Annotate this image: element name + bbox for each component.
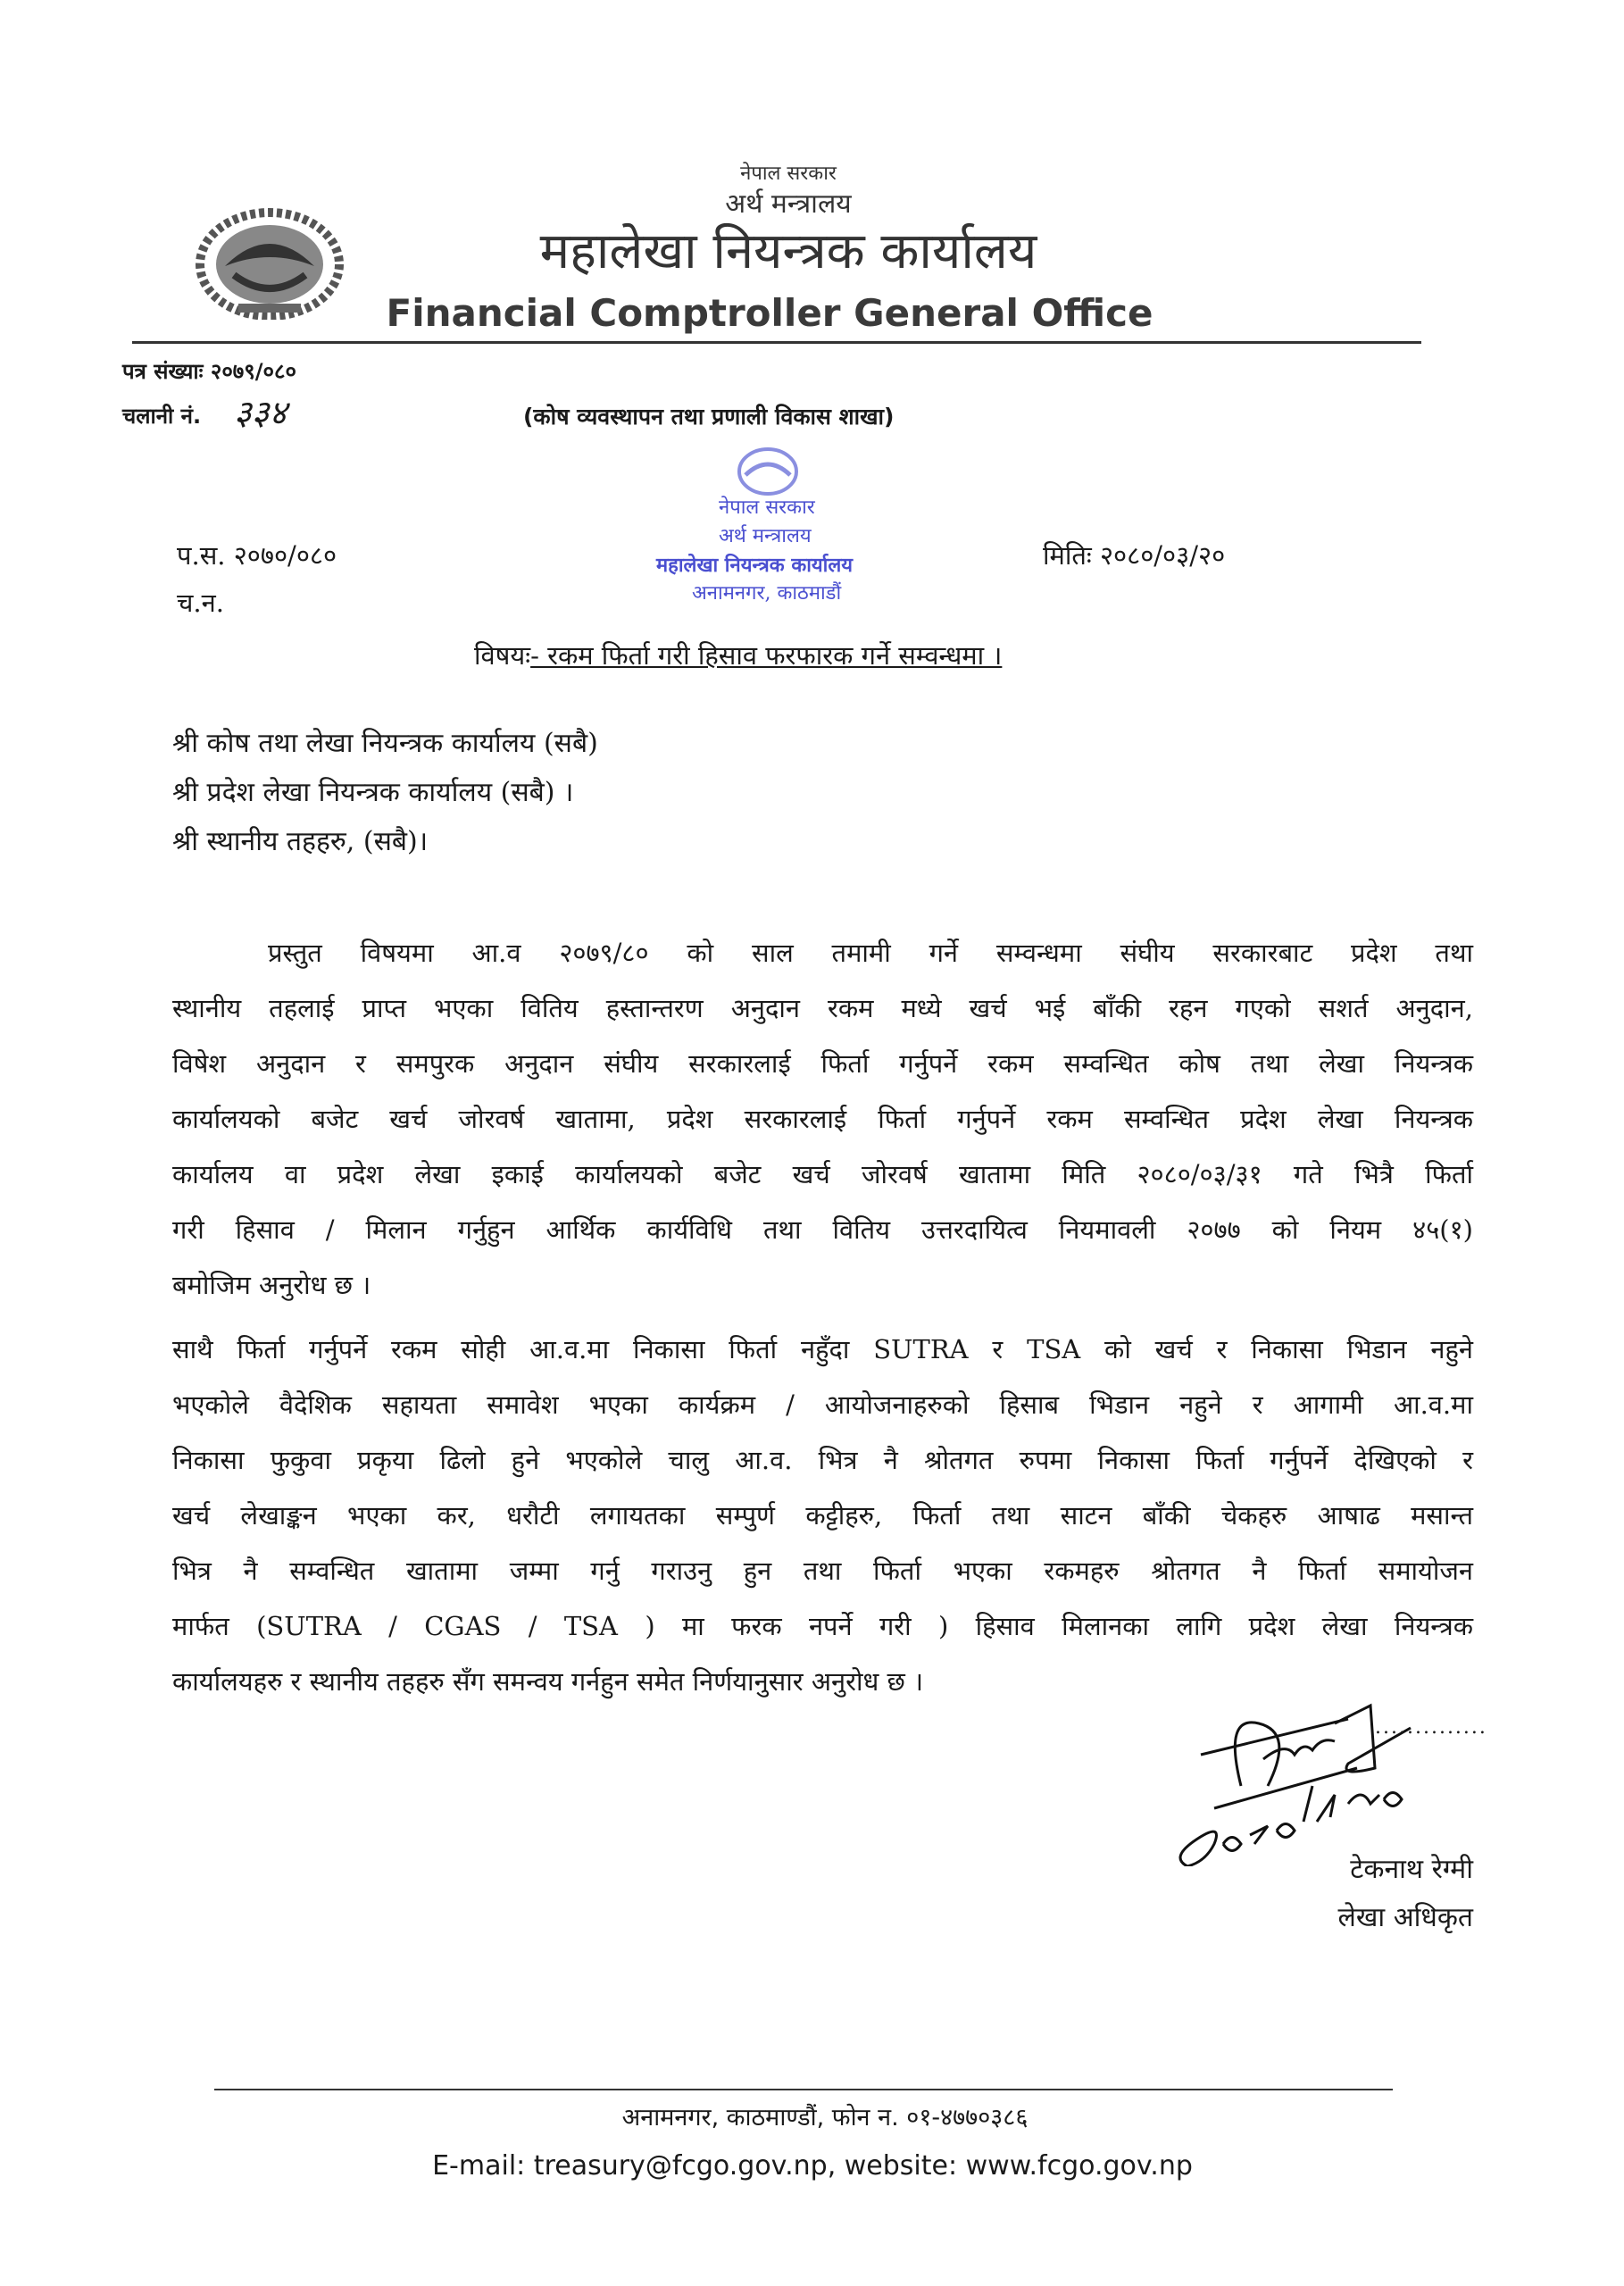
- addressee: श्री प्रदेश लेखा नियन्त्रक कार्यालय (सबै) ।: [172, 777, 574, 808]
- body-line: खर्च लेखाङ्कन भएका कर, धरौटी लगायतका सम्पुर्ण कट्टीहरु, फिर्ता तथा साटन बाँकी चेकहरु आषाढ मसान्त: [172, 1500, 1473, 1531]
- nepal-emblem-icon: [189, 204, 350, 320]
- signature-icon: [1161, 1688, 1455, 1866]
- ps-number: प.स. २०७०/०८०: [177, 540, 337, 571]
- body-line: स्थानीय तहलाई प्राप्त भएका वितिय हस्तान्तरण अनुदान रकम मध्ये खर्च भई बाँकी रहन गएको सशर्त अनुदान,: [172, 993, 1473, 1023]
- body-line: निकासा फुकुवा प्रकृया ढिलो हुने भएकोले चालु आ.व. भित्र नै श्रोतगत रुपमा निकासा फिर्ता गर्नुपर्ने देखिएको र: [172, 1445, 1473, 1475]
- ministry-name: अर्थ मन्त्रालय: [725, 188, 852, 220]
- stamp-text: महालेखा नियन्त्रक कार्यालय: [656, 554, 854, 577]
- body-line: प्रस्तुत विषयमा आ.व २०७९/८० को साल तमामी गर्ने सम्वन्धमा संघीय सरकारबाट प्रदेश तथा: [268, 938, 1473, 968]
- signature-dots: ..............: [1375, 1716, 1487, 1739]
- signatory-name: टेकनाथ रेग्मी: [1350, 1854, 1473, 1885]
- stamp-text: नेपाल सरकार: [719, 496, 815, 519]
- stamp-text: अनामनगर, काठमाडौं: [692, 582, 842, 605]
- signatory-title: लेखा अधिकृत: [1337, 1902, 1473, 1933]
- office-name-en: Financial Comptroller General Office: [386, 291, 1153, 335]
- addressee: श्री कोष तथा लेखा नियन्त्रक कार्यालय (सबै): [172, 728, 598, 759]
- letter-number: पत्र संख्याः २०७९/०८०: [122, 359, 296, 384]
- body-line: कार्यालयहरु र स्थानीय तहहरु सँग समन्वय गर्नहुन समेत निर्णयानुसार अनुरोध छ ।: [172, 1666, 924, 1697]
- addressee: श्री स्थानीय तहहरु, (सबै)।: [172, 826, 429, 857]
- branch-name: (कोष व्यवस्थापन तथा प्रणाली विकास शाखा): [523, 404, 895, 430]
- subject-text: - रकम फिर्ता गरी हिसाव फरफारक गर्ने सम्वन्धमा ।: [530, 640, 1003, 671]
- body-line: भित्र नै सम्वन्धित खातामा जम्मा गर्नु गराउनु हुन तथा फिर्ता भएका रकमहरु श्रोतगत नै फिर्ता समायोजन: [172, 1556, 1473, 1586]
- body-line: कार्यालय वा प्रदेश लेखा इकाई कार्यालयको बजेट खर्च जोरवर्ष खातामा मिति २०८०/०३/३१ गते भित्रै फिर्ता: [172, 1159, 1473, 1189]
- footer-contact: E-mail: treasury@fcgo.gov.np, website: www.fcgo.gov.np: [432, 2150, 1193, 2182]
- office-name-np: महालेखा नियन्त्रक कार्यालय: [539, 222, 1037, 280]
- body-line: भएकोले वैदेशिक सहायता समावेश भएका कार्यक्रम / आयोजनाहरुको हिसाब भिडान नहुने र आगामी आ.व.मा: [172, 1389, 1473, 1420]
- body-line: साथै फिर्ता गर्नुपर्ने रकम सोही आ.व.मा निकासा फिर्ता नहुँदा SUTRA र TSA को खर्च र निकासा भिडान नहुने: [172, 1334, 1473, 1364]
- letter-date: मितिः २०८०/०३/२०: [1043, 540, 1226, 571]
- office-stamp: [638, 446, 888, 625]
- stamp-text: अर्थ मन्त्रालय: [719, 525, 812, 547]
- dispatch-label: चलानी नं.: [122, 404, 202, 429]
- subject-line: [474, 640, 1002, 672]
- body-line: मार्फत (SUTRA / CGAS / TSA ) मा फरक नपर्ने गरी ) हिसाव मिलानका लागि प्रदेश लेखा नियन्त्रक: [172, 1611, 1473, 1641]
- cn-number: च.न.: [177, 588, 224, 618]
- body-line: कार्यालयको बजेट खर्च जोरवर्ष खातामा, प्रदेश सरकारलाई फिर्ता गर्नुपर्ने रकम सम्वन्धित प्रदेश लेखा नियन्त्रक: [172, 1104, 1473, 1134]
- footer-divider: [214, 2089, 1393, 2090]
- body-line: विषेश अनुदान र समपुरक अनुदान संघीय सरकारलाई फिर्ता गर्नुपर्ने रकम सम्वन्धित कोष तथा लेखा नियन्त्रक: [172, 1048, 1473, 1079]
- gov-name: नेपाल सरकार: [740, 163, 837, 185]
- stamp-emblem-icon: [728, 446, 808, 496]
- subject-label: विषयः: [474, 640, 531, 671]
- header-divider: [132, 341, 1421, 344]
- body-line: गरी हिसाव / मिलान गर्नुहुन आर्थिक कार्यविधि तथा वितिय उत्तरदायित्व नियमावली २०७७ को नियम ४५(१): [172, 1214, 1473, 1245]
- dispatch-number: ३३४: [234, 393, 287, 432]
- body-line: बमोजिम अनुरोध छ ।: [172, 1270, 371, 1300]
- footer-address: अनामनगर, काठमाण्डौं, फोन न. ०१-४७७०३८६: [621, 2104, 1029, 2132]
